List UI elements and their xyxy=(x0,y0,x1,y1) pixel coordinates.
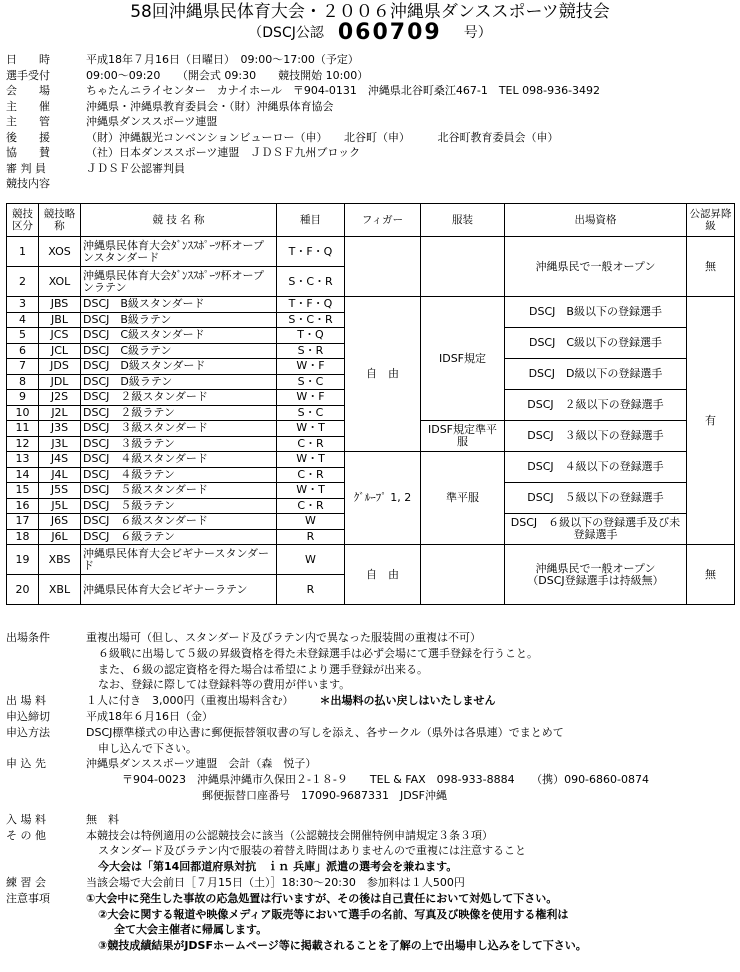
dress-open xyxy=(421,237,505,297)
qual-b: DSCJ B級以下の登録選手 xyxy=(505,297,687,328)
note-text: 申し込んで下さい。 xyxy=(98,741,197,755)
row-code: JCL xyxy=(39,343,81,359)
row-code: XOS xyxy=(39,237,81,267)
qual-open: 沖縄県民で一般オープン xyxy=(505,237,687,297)
row-name: DSCJ ２級ラテン xyxy=(81,405,277,421)
promo-open: 無 xyxy=(687,237,735,297)
note-label: 練 習 会 xyxy=(6,875,46,889)
row-event: S・C・R xyxy=(277,267,345,297)
info-label: 日 時 xyxy=(6,53,50,66)
note-text: 〒904-0023 沖縄県沖縄市久保田２-１８-９ TEL & FAX 098-933-8884 （携）090-6860-0874 xyxy=(122,773,649,787)
note-text: ６級戦に出場して５級の昇級資格を得た未登録選手は必ず会場にて選手登録を行うこと。 xyxy=(98,646,538,660)
row-event: C・R xyxy=(277,436,345,452)
row-name: DSCJ D級ラテン xyxy=(81,374,277,390)
info-value: 09:00～09:20 （開会式 09:30 競技開始 10:00） xyxy=(86,68,369,82)
spacer xyxy=(6,804,738,812)
table-row xyxy=(7,545,735,575)
table-row xyxy=(7,237,735,267)
figure-group: ｸﾞﾙｰﾌﾟ 1, 2 xyxy=(345,452,421,545)
row-no: 5 xyxy=(7,328,39,344)
row-event: S・C・R xyxy=(277,312,345,328)
row-no: 8 xyxy=(7,374,39,390)
info-label: 競技内容 xyxy=(6,177,50,190)
note-text: 今大会は「第14回都道府県対抗 ｉｎ 兵庫」派遣の選考会を兼ねます。 xyxy=(98,860,458,874)
row-name: DSCJ ３級スタンダード xyxy=(81,421,277,437)
figure-open xyxy=(345,237,421,297)
row-name: DSCJ B級スタンダード xyxy=(81,297,277,313)
row-name: DSCJ ６級ラテン xyxy=(81,529,277,545)
qual-beginner-note: （DSCJ登録選手は持級無） xyxy=(527,573,664,587)
row-code: J4L xyxy=(39,467,81,483)
row-no: 11 xyxy=(7,421,39,437)
row-code: J3L xyxy=(39,436,81,452)
info-label: 会 場 xyxy=(6,84,50,97)
row-no: 19 xyxy=(7,545,39,575)
row-code: J6L xyxy=(39,529,81,545)
info-row-venue xyxy=(6,83,738,99)
row-event: W・T xyxy=(277,452,345,468)
row-name: DSCJ C級ラテン xyxy=(81,343,277,359)
row-event: S・C xyxy=(277,374,345,390)
row-code: JCS xyxy=(39,328,81,344)
row-no: 18 xyxy=(7,529,39,545)
dress-idsf: IDSF規定 xyxy=(421,297,505,421)
row-event: W・T xyxy=(277,421,345,437)
row-event: W xyxy=(277,545,345,575)
note-other xyxy=(6,828,738,844)
info-row-support xyxy=(6,130,738,146)
row-name: 沖縄県民体育大会ビギナースタンダード xyxy=(81,545,277,575)
info-row-manager xyxy=(6,114,738,130)
row-no: 15 xyxy=(7,483,39,499)
info-row-contents xyxy=(6,176,738,192)
info-value: 沖縄県・沖縄県教育委員会・（財）沖縄県体育協会 xyxy=(86,99,334,113)
competition-table xyxy=(6,203,735,605)
note-text: また、６級の認定資格を得た場合は希望により選手登録が出来る。 xyxy=(98,662,428,676)
note-deadline xyxy=(6,709,738,725)
note-text: ②大会に関する報道や映像メディア販売等において選手の名前、写真及び映像を使用する権利は xyxy=(98,907,569,921)
row-code: JBL xyxy=(39,312,81,328)
note-entry xyxy=(6,812,738,828)
note-label: 入 場 料 xyxy=(6,812,46,826)
row-name: 沖縄県民体育大会ﾀﾞﾝｽｽﾎﾟｰﾂ杯オープンラテン xyxy=(81,267,277,297)
info-row-organizer xyxy=(6,99,738,115)
row-name: DSCJ ３級ラテン xyxy=(81,436,277,452)
row-code: XBS xyxy=(39,545,81,575)
row-code: J6S xyxy=(39,514,81,530)
note-text: 郵便振替口座番号 17090-9687331 JDSF沖縄 xyxy=(202,788,447,802)
info-value: ちゃたんニライセンター カナイホール 〒904-0131 沖縄県北谷町桑江467-1 TEL 098-936-3492 xyxy=(86,84,601,97)
qual-6kyu: DSCJ ６級以下の登録選手及び未登録選手 xyxy=(505,514,687,545)
row-name: 沖縄県民体育大会ビギナーラテン xyxy=(81,575,277,605)
note-method xyxy=(6,725,738,741)
row-code: J5L xyxy=(39,498,81,514)
qual-beginner xyxy=(505,545,687,605)
info-row-reception xyxy=(6,68,738,84)
row-no: 7 xyxy=(7,359,39,375)
row-name: DSCJ B級ラテン xyxy=(81,312,277,328)
note-label: 出場条件 xyxy=(6,631,50,644)
sanction-line xyxy=(0,22,740,44)
note-label: そ の 他 xyxy=(6,828,46,842)
row-code: J5S xyxy=(39,483,81,499)
col-header-promotion: 公認昇降級 xyxy=(687,204,735,237)
dress-beginner xyxy=(421,545,505,605)
row-no: 3 xyxy=(7,297,39,313)
table-row xyxy=(7,297,735,313)
info-label: 協 賛 xyxy=(6,146,50,159)
info-value: 平成18年７月16日（日曜日） 09:00～17:00（予定） xyxy=(86,53,359,66)
row-event: W・F xyxy=(277,359,345,375)
note-text: 平成18年６月16日（金） xyxy=(86,709,213,723)
figure-free: 自 由 xyxy=(345,297,421,452)
note-caution xyxy=(6,891,738,907)
qual-5kyu: DSCJ ５級以下の登録選手 xyxy=(505,483,687,514)
row-no: 14 xyxy=(7,467,39,483)
figure-free-beginner: 自 由 xyxy=(345,545,421,605)
note-practice xyxy=(6,875,738,891)
row-event: T・F・Q xyxy=(277,237,345,267)
row-code: J2L xyxy=(39,405,81,421)
note-text: 重複出場可（但し、スタンダード及びラテン内で異なった服装間の重複は不可） xyxy=(86,631,482,644)
info-row-sponsor xyxy=(6,145,738,161)
row-event: C・R xyxy=(277,498,345,514)
row-event: W・T xyxy=(277,483,345,499)
row-event: S・R xyxy=(277,343,345,359)
note-text: 当該会場で大会前日［７月15日（土）］18:30～20:30 参加料は１人500円 xyxy=(86,875,465,889)
qual-c: DSCJ C級以下の登録選手 xyxy=(505,328,687,359)
row-no: 9 xyxy=(7,390,39,406)
qual-2kyu: DSCJ ２級以下の登録選手 xyxy=(505,390,687,421)
col-header-qualification: 出場資格 xyxy=(505,204,687,237)
row-code: XOL xyxy=(39,267,81,297)
document-title: 58回沖縄県民体育大会・２００６沖縄県ダンススポーツ競技会 xyxy=(130,2,610,22)
row-event: W xyxy=(277,514,345,530)
row-name: DSCJ ４級スタンダード xyxy=(81,452,277,468)
row-event: C・R xyxy=(277,467,345,483)
info-row-judges xyxy=(6,161,738,177)
dress-semiformal: 準平服 xyxy=(421,452,505,545)
sanction-suffix: 号） xyxy=(463,25,492,41)
row-code: JDS xyxy=(39,359,81,375)
qual-3kyu: DSCJ ３級以下の登録選手 xyxy=(505,421,687,452)
row-code: XBL xyxy=(39,575,81,605)
row-no: 2 xyxy=(7,267,39,297)
info-value: 沖縄県ダンススポーツ連盟 xyxy=(86,115,218,128)
note-text: 無 料 xyxy=(86,812,119,826)
note-text: なお、登録に際しては登録料等の費用が伴います。 xyxy=(98,678,351,692)
note-text: 本競技会は特例適用の公認競技会に該当（公認競技会開催特例申請規定３条３項） xyxy=(86,828,493,842)
promo-beginner: 無 xyxy=(687,545,735,605)
col-header-dress: 服装 xyxy=(421,204,505,237)
info-label: 主 管 xyxy=(6,115,50,128)
sanction-number: 060709 xyxy=(337,20,442,45)
row-name: 沖縄県民体育大会ﾀﾞﾝｽｽﾎﾟｰﾂ杯オープンスタンダード xyxy=(81,237,277,267)
row-event: W・F xyxy=(277,390,345,406)
note-label: 申込締切 xyxy=(6,709,50,723)
note-condition xyxy=(6,630,738,646)
row-code: J3S xyxy=(39,421,81,437)
row-name: DSCJ ２級スタンダード xyxy=(81,390,277,406)
note-label: 出 場 料 xyxy=(6,694,46,708)
col-header-name: 競 技 名 称 xyxy=(81,204,277,237)
info-row-date xyxy=(6,52,738,68)
info-label: 選手受付 xyxy=(6,68,50,82)
qual-4kyu: DSCJ ４級以下の登録選手 xyxy=(505,452,687,483)
row-name: DSCJ ６級スタンダード xyxy=(81,514,277,530)
note-destination xyxy=(6,756,738,772)
row-no: 20 xyxy=(7,575,39,605)
info-value: （社）日本ダンススポーツ連盟 ＪＤＳＦ九州ブロック xyxy=(86,146,361,159)
row-event: T・F・Q xyxy=(277,297,345,313)
row-no: 4 xyxy=(7,312,39,328)
col-header-kubun: 競技区分 xyxy=(7,204,39,237)
info-label: 後 援 xyxy=(6,130,50,144)
row-no: 16 xyxy=(7,498,39,514)
note-label: 申 込 先 xyxy=(6,757,46,771)
note-text: スタンダード及びラテン内で服装の着替え時間はありませんので重複には注意すること xyxy=(98,844,527,858)
info-value xyxy=(86,176,738,192)
sanction-prefix: （DSCJ公認 xyxy=(248,25,324,41)
col-header-figure: フィガー xyxy=(345,204,421,237)
note-fee xyxy=(6,693,738,709)
event-info xyxy=(6,52,738,192)
row-event: R xyxy=(277,529,345,545)
row-code: J4S xyxy=(39,452,81,468)
col-header-code: 競技略称 xyxy=(39,204,81,237)
note-label: 注意事項 xyxy=(6,891,50,905)
row-no: 6 xyxy=(7,343,39,359)
dress-idsf-semiformal: IDSF規定準平服 xyxy=(421,421,505,452)
row-no: 10 xyxy=(7,405,39,421)
row-code: J2S xyxy=(39,390,81,406)
qual-beginner-main: 沖縄県民で一般オープン xyxy=(535,561,656,575)
row-no: 1 xyxy=(7,237,39,267)
note-text: 沖縄県ダンススポーツ連盟 会計（森 悦子） xyxy=(86,757,317,771)
row-code: JBS xyxy=(39,297,81,313)
info-value: （財）沖縄観光コンベンションビューロー（申） 北谷町（申） 北谷町教育委員会（申） xyxy=(86,130,559,144)
table-row xyxy=(7,452,735,468)
row-event: T・Q xyxy=(277,328,345,344)
note-text: 全て大会主催者に帰属します。 xyxy=(114,923,268,937)
row-name: DSCJ C級スタンダード xyxy=(81,328,277,344)
promo-mid: 有 xyxy=(687,297,735,545)
row-name: DSCJ ５級スタンダード xyxy=(81,483,277,499)
row-name: DSCJ ５級ラテン xyxy=(81,498,277,514)
row-code: JDL xyxy=(39,374,81,390)
info-label: 主 催 xyxy=(6,99,50,113)
row-no: 12 xyxy=(7,436,39,452)
row-name: DSCJ D級スタンダード xyxy=(81,359,277,375)
note-text: ③競技成績結果がJDSFホームページ等に掲載されることを了解の上で出場申し込みをして下さい。 xyxy=(98,939,587,953)
notes-section xyxy=(6,630,738,954)
table-header-row xyxy=(7,204,735,237)
qual-d: DSCJ D級以下の登録選手 xyxy=(505,359,687,390)
fee-refund-note: ＊出場料の払い戻しはいたしません xyxy=(319,694,496,708)
note-text: DSCJ標準様式の申込書に郵便振替領収書の写しを添え、各サークル（県外は各県連）でまとめて xyxy=(86,725,564,739)
info-value: ＪＤＳＦ公認審判員 xyxy=(86,161,185,175)
note-label: 申込方法 xyxy=(6,725,50,739)
row-event: S・C xyxy=(277,405,345,421)
row-name: DSCJ ４級ラテン xyxy=(81,467,277,483)
note-text: ①大会中に発生した事故の応急処置は行いますが、その後は自己責任において対処して下さい。 xyxy=(86,891,558,905)
col-header-event: 種目 xyxy=(277,204,345,237)
note-text: １人に付き 3,000円（重複出場料含む） xyxy=(86,694,294,708)
row-no: 17 xyxy=(7,514,39,530)
row-no: 13 xyxy=(7,452,39,468)
info-label: 審 判 員 xyxy=(6,161,46,175)
row-event: R xyxy=(277,575,345,605)
